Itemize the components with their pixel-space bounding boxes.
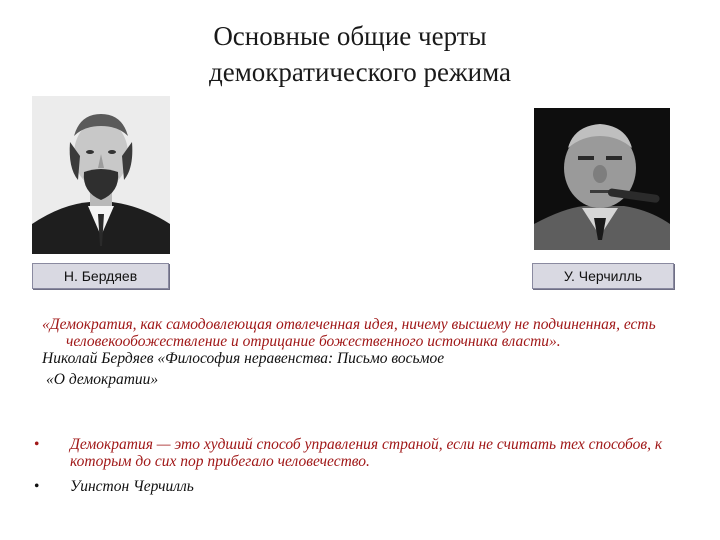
berdyaev-name-label bbox=[32, 263, 169, 289]
churchill-bullet-list bbox=[34, 436, 684, 503]
title-line-1: Основные общие черты bbox=[213, 21, 487, 51]
berdyaev-portrait bbox=[32, 96, 170, 254]
quote-source-line-2: «О демократии» bbox=[46, 371, 159, 388]
bullet-dot-icon: • bbox=[34, 436, 40, 453]
title-line-2: демократического режима bbox=[208, 57, 512, 87]
churchill-attribution: Уинстон Черчилль bbox=[70, 478, 194, 495]
churchill-portrait bbox=[534, 108, 670, 250]
churchill-name-label bbox=[532, 263, 674, 289]
bullet-item bbox=[34, 436, 684, 470]
berdyaev-name-text: Н. Бердяев bbox=[63, 268, 138, 284]
berdyaev-quote-text: «Демократия, как самодовлеющая отвлеченная идея, ничему высшему не подчиненная, есть человекообожествление и отрицание божественного источника власти». bbox=[42, 316, 656, 350]
bullet-item bbox=[34, 478, 684, 495]
berdyaev-quote-block bbox=[42, 316, 682, 388]
quote-source-line-1: Николай Бердяев «Философия неравенства: Письмо восьмое bbox=[42, 350, 445, 367]
churchill-quote-text: Демократия — это худший способ управления страной, если не считать тех способов, к которым до сих пор прибегало человечество. bbox=[70, 436, 663, 470]
slide-title bbox=[150, 18, 570, 90]
bullet-dot-icon: • bbox=[34, 478, 40, 495]
churchill-name-text: У. Черчилль bbox=[563, 268, 643, 284]
